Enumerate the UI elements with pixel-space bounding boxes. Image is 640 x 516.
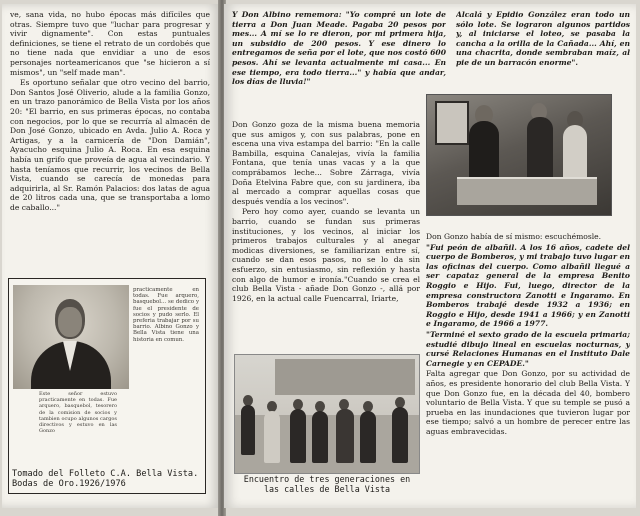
photo-person <box>563 125 587 183</box>
right-top-column-2 <box>456 10 630 90</box>
portrait-photo <box>13 285 129 389</box>
photo-person <box>392 407 408 463</box>
portrait-face <box>58 307 82 337</box>
left-column-text <box>10 10 210 272</box>
photo-credit: Tomado del Folleto C.A. Bella Vista. Bodas de Oro.1926/1976 <box>12 469 199 489</box>
photo-person <box>241 405 255 455</box>
paragraph: Y Don Albino rememora: "Yo compré un lote de tierra a Don Juan Meade. Pagaba 20 pesos por mes... A mí se lo re dieron, por mi primera hija, un subsidio de 200 pesos. Y ese dinero lo entregamos de seña por el lote, que nos costó 600 pesos. Ahí se levanta actualmente mi casa... En ese tiempo, era todo tierra..." y había que andar, los días de lluvia!" <box>232 10 446 87</box>
group-photo <box>426 94 612 216</box>
paragraph: Alcalá y Epidio González eran todo un sólo lote. Se lograron algunos partidos y, al iniciarse el loteo, se pasaba la cancha a la orilla de la Cañada... Ahí, en una chacrita, donde sembraban maíz, al pie de un barracón enorme". <box>456 10 630 67</box>
photo-person <box>469 121 499 181</box>
portrait-photo-box <box>8 278 206 494</box>
right-middle-column <box>232 120 420 352</box>
photo-person <box>527 117 553 181</box>
photo-person <box>264 411 280 463</box>
photo-building <box>275 359 415 395</box>
paragraph: Es oportuno señalar que otro vecino del barrio, Don Santos José Oliverio, alude a la familia Gonzo, en un trazo panorámico de Bella Vista por los años 20: "El barrio, en sus primeras épocas, no contaba con negocios, por lo que se recurría al almacén de Don José Gonzo, ubicado en Avda. Julio A. Roca y Artigas, y a la carnicería de "Don Damián", Ayacucho esquina Julio A. Roca. En esa esquina había un grifo que proveía de agua al vecindario. Y hasta teníamos que recurrir, los vecinos de Bella Vista, cuando se carecía de monedas para adquirirla, al Sr. Ramón Palacios: dos latas de agua de 20 litros cada una, que se transportaba a lomo de caballo..." <box>10 78 210 212</box>
paragraph: Pero hoy como ayer, cuando se levanta un barrio, cuando se fundan sus primeras instituciones, y los vecinos, al iniciar los primeros trabajos culturales y al anegar modicas diversiones, se familiarizan entre sí, cuando se dan esos pasos, no se lo da sin esfuerzo, sin entusiasmo, sin reflexión y hasta con algo de humor e ironía."Cuando se crea el club Bella Vista - añade Don Gonzo -, allá por 1926, en la actual calle Fuencarral, Iriarte, <box>232 207 420 303</box>
right-top-column <box>232 10 446 118</box>
right-bio-column <box>426 232 630 504</box>
photo-caption: Este señor estuvo practicamente en todas. Fue arquero, basquebol, tesorero de la comision de socios y tambien ocupo algunos cargos directivos y estuvo en las Gonzo <box>39 391 117 435</box>
paragraph: Don Gonzo había de sí mismo: escuchémosle. <box>426 232 602 241</box>
paragraph: Falta agregar que Don Gonzo, por su actividad de años, es presidente honorario del club Bella Vista. Y que Don Gonzo fue, en la década del 40, bombero voluntario de Bella Vista. Y que su temple se pusó a prueba en las inundaciones que tuvieron lugar por ese tiempo; salvó a un hombre de perecer entre las aguas embravecidas. <box>426 369 630 436</box>
photo-table <box>457 177 597 205</box>
paragraph: ve, sana vida, no hubo épocas más difíciles que otras. Siempre tuvo que "luchar para progresar y vivir dignamente". Con estas puntuales definiciones, se tiene el retrato de un cordobés que no tiene nada que envidiar a uno de esos personajes norteamericanos que "se hicieron a sí mismos", un "self made man". <box>10 10 210 77</box>
photo-person <box>290 409 306 463</box>
street-photo-caption: Encuentro de tres generaciones en las calles de Bella Vista <box>243 474 411 495</box>
right-page <box>224 4 636 508</box>
paragraph: "Fui peón de albañil. A los 16 años, cadete del cuerpo de Bomberos, y mi trabajo tuvo lugar en las oficinas del cuerpo. Como albañil llegué a ser capataz general de la empresa Benito Roggio e Hijo. Fui, luego, director de la empresa constructora Zanotti e Ingaramo. En Bomberos trabajé desde 1932 a 1936; en Roggio e Hijo, desde 1941 a 1966; y en Zanotti e Ingaramo, de 1966 a 1977. <box>426 242 630 329</box>
photo-person <box>336 409 354 463</box>
photo-person <box>312 411 328 463</box>
paragraph: "Terminé el sexto grado de la escuela primaria; estudié dibujo lineal en escuelas nocturnas, y cursé Relaciones Humanas en el Instituto Dale Carnegie y en CEPADE." <box>426 329 630 368</box>
paragraph: Don Gonzo goza de la misma buena memoria que sus amigos y, con sus palabras, pone en escena una viva estampa del barrio: "En la calle Bambilla, esquina Canalejas, vivía la familia Fontana, que tenía unas vacas y a la que comprábamos leche... Sobre Zárraga, vivía Doña Etelvina Fabre que, con su jardinera, iba al mercado a comprar aquellas cosas que después vendía a los vecinos". <box>232 120 420 206</box>
photo-window <box>435 101 469 145</box>
photo-person <box>360 411 376 463</box>
photo-side-caption: practicamente en todas. Fue arquero, basquebol... se dedico y fue el presidente de socios y pudo serlo. El preferia trabajar por su barrio. Albino Gonzo y Bella Vista tiene una historia en comun. <box>133 287 199 343</box>
left-page <box>2 4 220 508</box>
street-photo <box>234 354 420 474</box>
